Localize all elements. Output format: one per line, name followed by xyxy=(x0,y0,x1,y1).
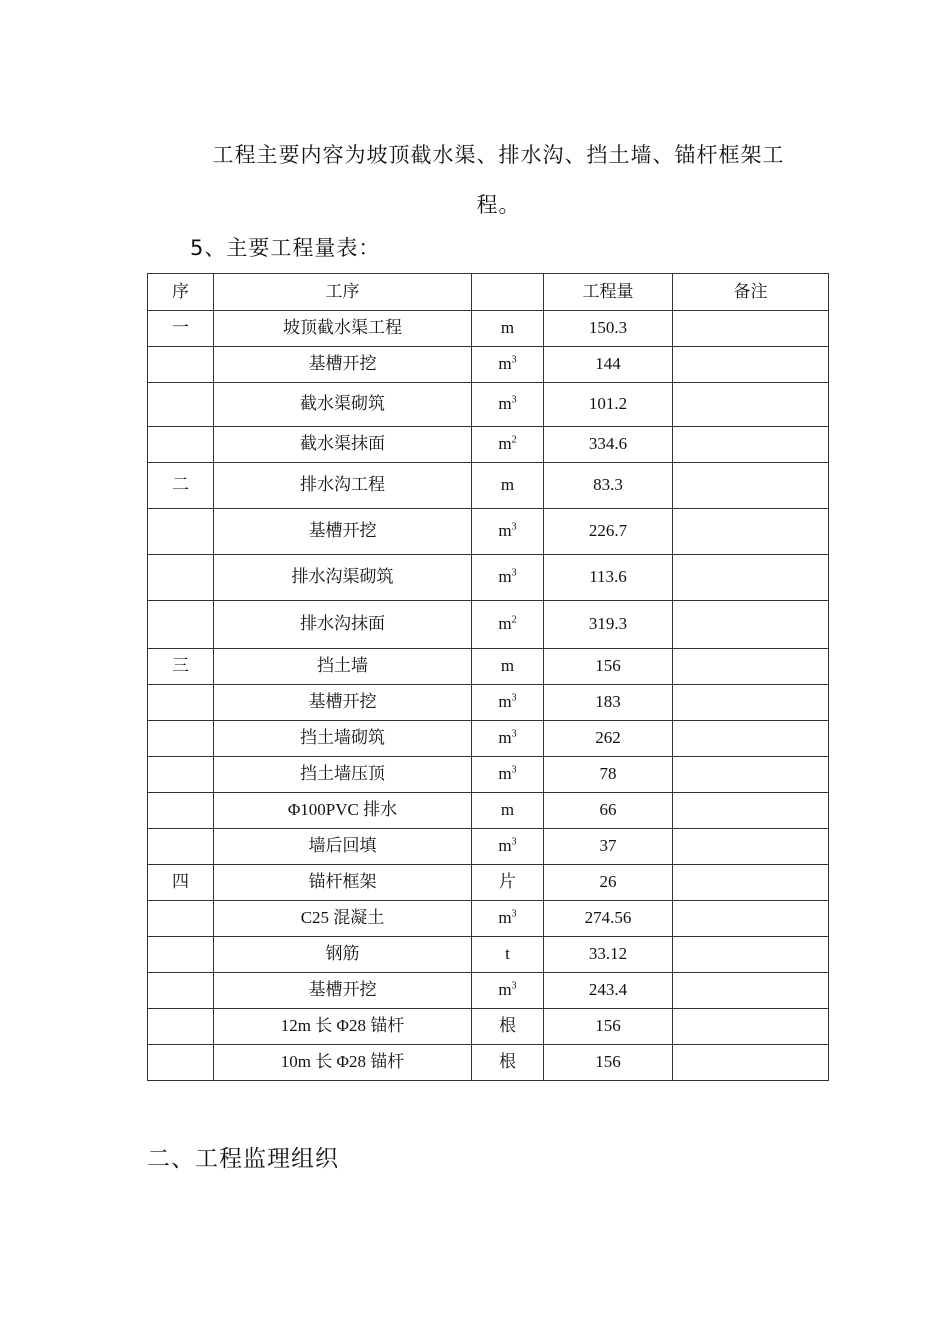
row-unit xyxy=(472,347,544,383)
row-note xyxy=(673,383,829,427)
unit-exponent: 3 xyxy=(511,567,517,579)
row-qty: 33.12 xyxy=(544,937,673,973)
row-unit xyxy=(472,509,544,555)
table-row xyxy=(148,1045,829,1081)
table-row xyxy=(148,311,829,347)
row-note xyxy=(673,1045,829,1081)
table-row xyxy=(148,509,829,555)
row-note xyxy=(673,509,829,555)
row-seq: 一 xyxy=(148,311,214,347)
quantity-table xyxy=(147,273,829,1081)
row-note xyxy=(673,757,829,793)
table-row xyxy=(148,347,829,383)
row-seq xyxy=(148,601,214,649)
row-qty: 26 xyxy=(544,865,673,901)
table-row xyxy=(148,721,829,757)
row-item: 钢筋 xyxy=(214,937,472,973)
table-row xyxy=(148,1009,829,1045)
row-seq xyxy=(148,937,214,973)
row-seq: 三 xyxy=(148,649,214,685)
row-item: 挡土墙砌筑 xyxy=(214,721,472,757)
table-body xyxy=(148,311,829,1081)
unit-base: m xyxy=(498,354,512,374)
table-row xyxy=(148,383,829,427)
row-qty: 334.6 xyxy=(544,427,673,463)
row-item: 12m 长 Φ28 锚杆 xyxy=(214,1009,472,1045)
unit-base: m xyxy=(498,434,512,454)
row-seq xyxy=(148,383,214,427)
table-row xyxy=(148,463,829,509)
row-seq xyxy=(148,555,214,601)
unit-base: m xyxy=(498,836,512,856)
row-unit xyxy=(472,685,544,721)
row-qty: 83.3 xyxy=(544,463,673,509)
section-heading: 二、工程监理组织 xyxy=(147,1146,339,1171)
row-item: 坡顶截水渠工程 xyxy=(214,311,472,347)
row-qty: 274.56 xyxy=(544,901,673,937)
row-note xyxy=(673,463,829,509)
unit-base: m xyxy=(500,800,515,820)
row-note xyxy=(673,937,829,973)
unit-exponent: 3 xyxy=(511,354,517,366)
row-item: C25 混凝土 xyxy=(214,901,472,937)
unit-exponent: 2 xyxy=(511,614,517,626)
row-qty: 319.3 xyxy=(544,601,673,649)
row-item: 基槽开挖 xyxy=(214,973,472,1009)
row-unit xyxy=(472,865,544,901)
unit-base: m xyxy=(500,318,515,338)
table-row xyxy=(148,427,829,463)
row-item: 排水沟渠砌筑 xyxy=(214,555,472,601)
row-item: 截水渠抹面 xyxy=(214,427,472,463)
unit-base: m xyxy=(500,475,515,495)
row-note xyxy=(673,311,829,347)
unit-base: m xyxy=(498,614,512,634)
table-title: 5、主要工程量表： xyxy=(190,236,381,260)
unit-exponent: 3 xyxy=(511,980,517,992)
row-qty: 101.2 xyxy=(544,383,673,427)
row-seq xyxy=(148,427,214,463)
row-note xyxy=(673,721,829,757)
row-qty: 37 xyxy=(544,829,673,865)
unit-exponent: 2 xyxy=(511,434,517,446)
row-seq xyxy=(148,973,214,1009)
header-seq: 序 xyxy=(148,274,214,311)
row-note xyxy=(673,685,829,721)
row-unit xyxy=(472,937,544,973)
row-unit xyxy=(472,427,544,463)
row-item: Φ100PVC 排水 xyxy=(214,793,472,829)
row-seq xyxy=(148,347,214,383)
table-header-row xyxy=(148,274,829,311)
table-row xyxy=(148,793,829,829)
unit-exponent: 3 xyxy=(511,764,517,776)
row-note xyxy=(673,427,829,463)
row-item: 截水渠砌筑 xyxy=(214,383,472,427)
table-row xyxy=(148,973,829,1009)
row-unit xyxy=(472,901,544,937)
row-item: 基槽开挖 xyxy=(214,685,472,721)
unit-exponent: 3 xyxy=(511,521,517,533)
row-qty: 66 xyxy=(544,793,673,829)
row-qty: 156 xyxy=(544,1009,673,1045)
row-note xyxy=(673,649,829,685)
row-note xyxy=(673,829,829,865)
unit-exponent: 3 xyxy=(511,394,517,406)
row-note xyxy=(673,555,829,601)
row-note xyxy=(673,1009,829,1045)
row-seq xyxy=(148,901,214,937)
row-seq xyxy=(148,757,214,793)
row-unit xyxy=(472,973,544,1009)
row-unit xyxy=(472,793,544,829)
row-seq xyxy=(148,1045,214,1081)
row-unit xyxy=(472,757,544,793)
table-row xyxy=(148,829,829,865)
unit-base: m xyxy=(498,567,512,587)
row-item: 排水沟抹面 xyxy=(214,601,472,649)
row-seq xyxy=(148,721,214,757)
table-row xyxy=(148,757,829,793)
row-qty: 183 xyxy=(544,685,673,721)
unit-base: m xyxy=(498,692,512,712)
row-qty: 113.6 xyxy=(544,555,673,601)
row-qty: 262 xyxy=(544,721,673,757)
row-seq xyxy=(148,1009,214,1045)
row-seq: 二 xyxy=(148,463,214,509)
row-qty: 243.4 xyxy=(544,973,673,1009)
unit-base: m xyxy=(498,980,512,1000)
row-qty: 156 xyxy=(544,1045,673,1081)
row-item: 基槽开挖 xyxy=(214,509,472,555)
row-note xyxy=(673,347,829,383)
header-note: 备注 xyxy=(673,274,829,311)
row-qty: 78 xyxy=(544,757,673,793)
unit-exponent: 3 xyxy=(511,836,517,848)
table-row xyxy=(148,685,829,721)
unit-base: m xyxy=(500,656,515,676)
table-row xyxy=(148,649,829,685)
unit-base: m xyxy=(498,728,512,748)
row-seq: 四 xyxy=(148,865,214,901)
unit-base: m xyxy=(498,521,512,541)
row-unit xyxy=(472,721,544,757)
unit-base: m xyxy=(498,394,512,414)
row-note xyxy=(673,973,829,1009)
unit-exponent: 3 xyxy=(511,728,517,740)
table-row xyxy=(148,601,829,649)
row-seq xyxy=(148,793,214,829)
row-unit xyxy=(472,829,544,865)
row-item: 挡土墙压顶 xyxy=(214,757,472,793)
row-qty: 226.7 xyxy=(544,509,673,555)
row-unit xyxy=(472,383,544,427)
row-note xyxy=(673,865,829,901)
row-note xyxy=(673,793,829,829)
row-item: 排水沟工程 xyxy=(214,463,472,509)
unit-exponent: 3 xyxy=(511,692,517,704)
row-qty: 150.3 xyxy=(544,311,673,347)
header-unit xyxy=(472,274,544,311)
row-item: 挡土墙 xyxy=(214,649,472,685)
unit-base: m xyxy=(498,908,512,928)
row-qty: 144 xyxy=(544,347,673,383)
row-item: 锚杆框架 xyxy=(214,865,472,901)
row-unit xyxy=(472,311,544,347)
row-item: 10m 长 Φ28 锚杆 xyxy=(214,1045,472,1081)
unit-base: m xyxy=(498,764,512,784)
header-item: 工序 xyxy=(214,274,472,311)
row-unit xyxy=(472,649,544,685)
row-item: 基槽开挖 xyxy=(214,347,472,383)
row-unit xyxy=(472,1009,544,1045)
unit-base: 根 xyxy=(499,1052,516,1072)
row-seq xyxy=(148,829,214,865)
row-note xyxy=(673,901,829,937)
row-unit xyxy=(472,601,544,649)
row-seq xyxy=(148,685,214,721)
table-row xyxy=(148,901,829,937)
header-qty: 工程量 xyxy=(544,274,673,311)
row-unit xyxy=(472,555,544,601)
row-item: 墙后回填 xyxy=(214,829,472,865)
row-unit xyxy=(472,463,544,509)
row-qty: 156 xyxy=(544,649,673,685)
row-note xyxy=(673,601,829,649)
row-seq xyxy=(148,509,214,555)
intro-paragraph: 工程主要内容为坡顶截水渠、排水沟、挡土墙、锚杆框架工程。 xyxy=(212,143,785,217)
unit-base: t xyxy=(505,944,510,964)
table-row xyxy=(148,937,829,973)
table-row xyxy=(148,555,829,601)
table-row xyxy=(148,865,829,901)
unit-exponent: 3 xyxy=(511,908,517,920)
row-unit xyxy=(472,1045,544,1081)
unit-base: 片 xyxy=(499,872,516,892)
unit-base: 根 xyxy=(499,1016,516,1036)
